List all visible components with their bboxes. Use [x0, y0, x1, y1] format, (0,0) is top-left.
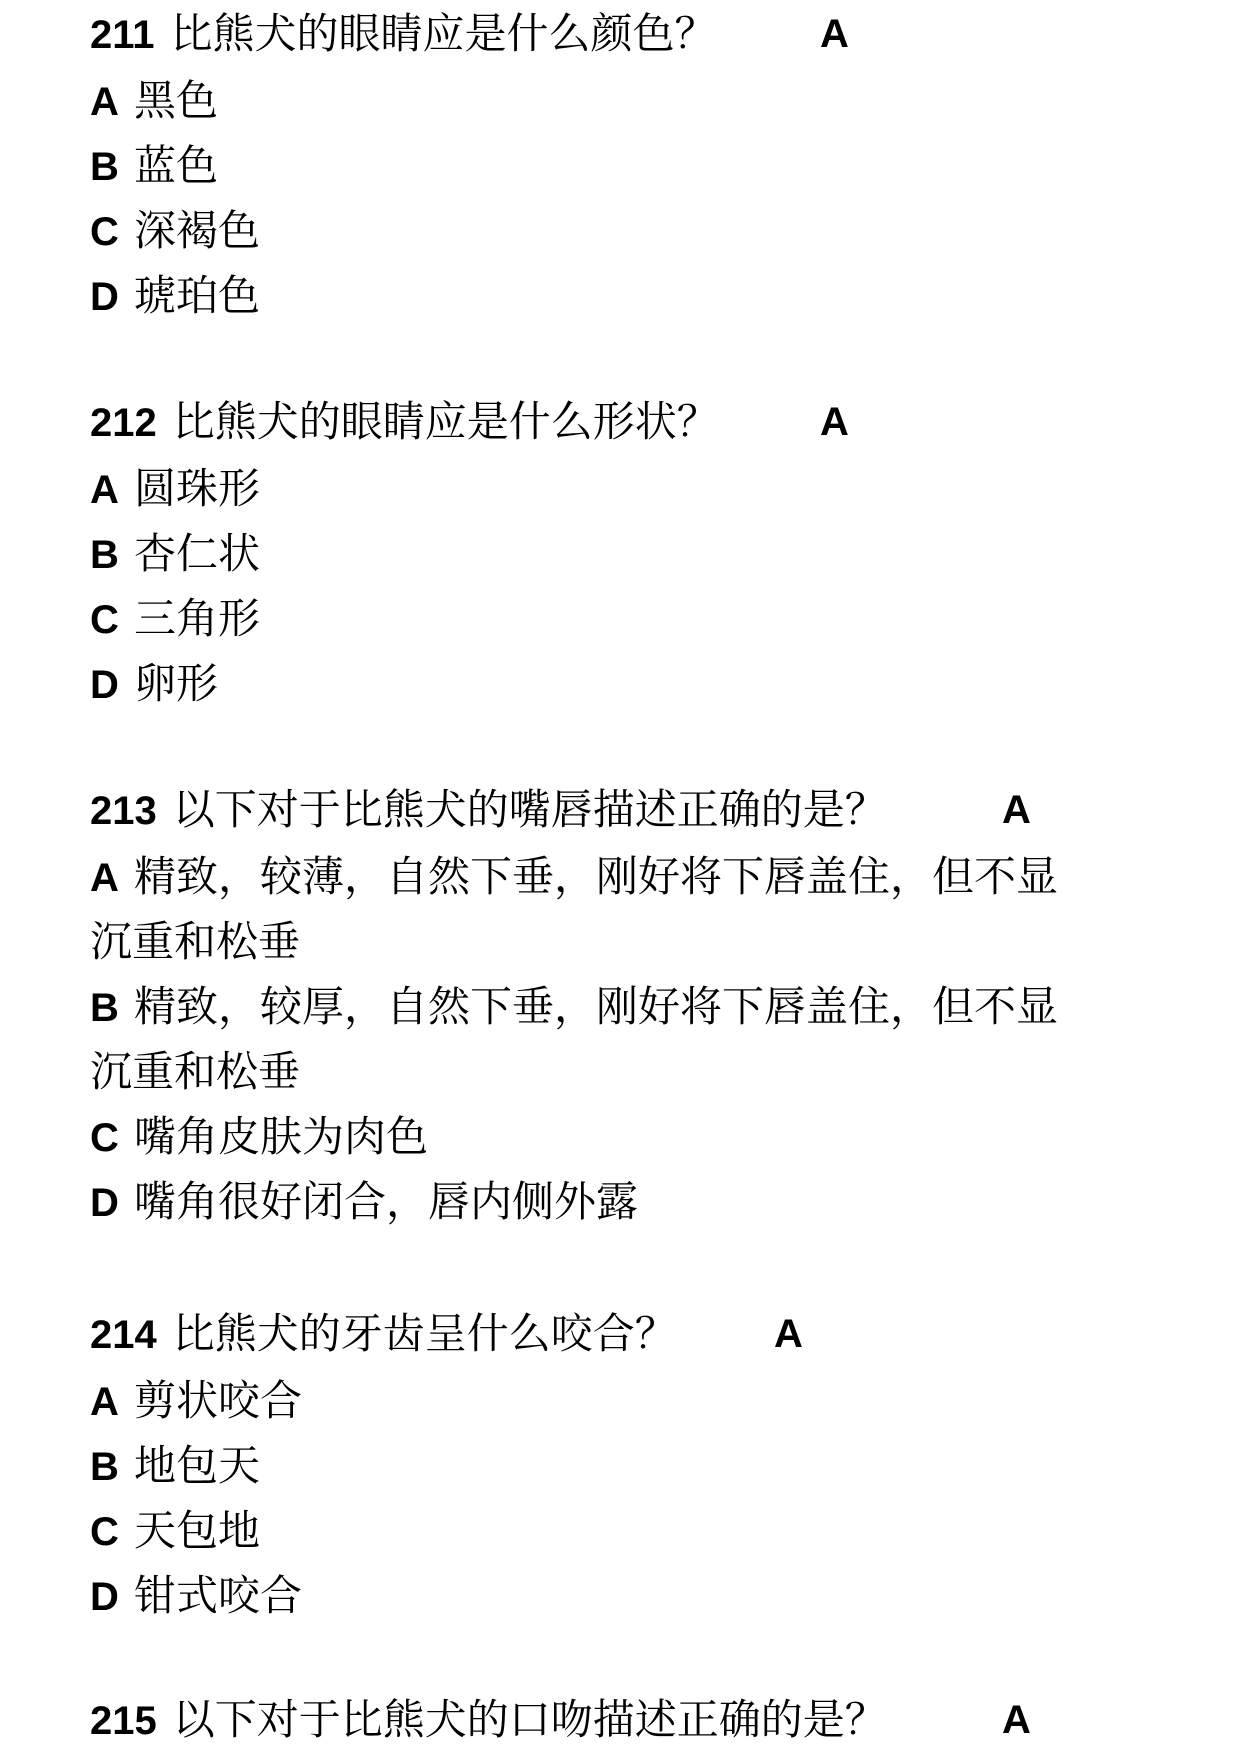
option-c [90, 586, 719, 651]
option-c [90, 198, 717, 263]
option-text: 剪状咬合 [134, 1376, 303, 1425]
question-211 [90, 0, 849, 328]
option-letter: D [90, 275, 119, 319]
option-b [90, 974, 1058, 1039]
option-a [90, 68, 717, 133]
option-text: 精致，较厚，自然下垂，刚好将下唇盖住，但不显 [134, 982, 1059, 1031]
option-a [90, 844, 1058, 909]
option-text: 钳式咬合 [134, 1571, 303, 1620]
option-letter: C [90, 210, 119, 254]
option-a [90, 1368, 677, 1433]
question-number: 215 [90, 1699, 157, 1743]
answer-key: A [1002, 1698, 1031, 1742]
question-text: 比熊犬的眼睛应是什么颜色？ [170, 9, 717, 58]
option-text: 地包天 [134, 1441, 261, 1490]
question-number: 213 [90, 789, 157, 833]
question-text: 以下对于比熊犬的口吻描述正确的是？ [172, 1695, 887, 1744]
option-b [90, 133, 717, 198]
option-letter: C [90, 1510, 119, 1554]
question-line [90, 388, 849, 456]
option-text: 杏仁状 [134, 529, 261, 578]
question-line [90, 0, 849, 68]
option-a [90, 456, 719, 521]
option-letter: D [90, 663, 119, 707]
answer-key: A [820, 400, 849, 444]
option-text: 嘴角皮肤为肉色 [134, 1112, 429, 1161]
question-text: 以下对于比熊犬的嘴唇描述正确的是？ [172, 785, 887, 834]
question-line [90, 776, 1058, 844]
option-text-continued: 沉重和松垂 [90, 917, 301, 966]
question-line [90, 1300, 803, 1368]
answer-key: A [1002, 788, 1031, 832]
option-letter: D [90, 1575, 119, 1619]
option-letter: A [90, 1380, 119, 1424]
option-a-continued [90, 909, 1058, 974]
question-number: 211 [90, 13, 155, 57]
option-letter: A [90, 856, 119, 900]
option-d [90, 651, 719, 716]
option-text: 深褐色 [134, 206, 261, 255]
option-letter: C [90, 598, 119, 642]
question-text: 比熊犬的眼睛应是什么形状？ [172, 397, 719, 446]
option-text: 卵形 [134, 659, 219, 708]
option-b [90, 521, 719, 586]
option-c [90, 1104, 1058, 1169]
option-text: 琥珀色 [134, 271, 261, 320]
option-text-continued: 沉重和松垂 [90, 1047, 301, 1096]
option-letter: B [90, 1445, 119, 1489]
option-text: 三角形 [134, 594, 261, 643]
answer-key: A [774, 1312, 803, 1356]
option-b [90, 1433, 677, 1498]
answer-key: A [820, 12, 849, 56]
question-number: 212 [90, 401, 157, 445]
option-text: 精致，较薄，自然下垂，刚好将下唇盖住，但不显 [134, 852, 1059, 901]
option-text: 嘴角很好闭合，唇内侧外露 [134, 1177, 639, 1226]
option-d [90, 263, 717, 328]
option-letter: A [90, 468, 119, 512]
question-number: 214 [90, 1313, 157, 1357]
option-letter: A [90, 80, 119, 124]
option-d [90, 1563, 677, 1628]
option-letter: C [90, 1116, 119, 1160]
question-text: 比熊犬的牙齿呈什么咬合？ [172, 1309, 677, 1358]
option-d [90, 1169, 1058, 1234]
option-b-continued [90, 1039, 1058, 1104]
option-text: 黑色 [134, 76, 219, 125]
question-215 [90, 1686, 1031, 1754]
option-c [90, 1498, 677, 1563]
option-letter: B [90, 145, 119, 189]
option-letter: B [90, 533, 119, 577]
option-text: 圆珠形 [134, 464, 261, 513]
option-text: 蓝色 [134, 141, 219, 190]
question-212 [90, 388, 849, 716]
question-213 [90, 776, 1058, 1234]
option-letter: B [90, 986, 119, 1030]
question-214 [90, 1300, 803, 1628]
option-text: 天包地 [134, 1506, 261, 1555]
option-letter: D [90, 1181, 119, 1225]
question-line [90, 1686, 1031, 1754]
